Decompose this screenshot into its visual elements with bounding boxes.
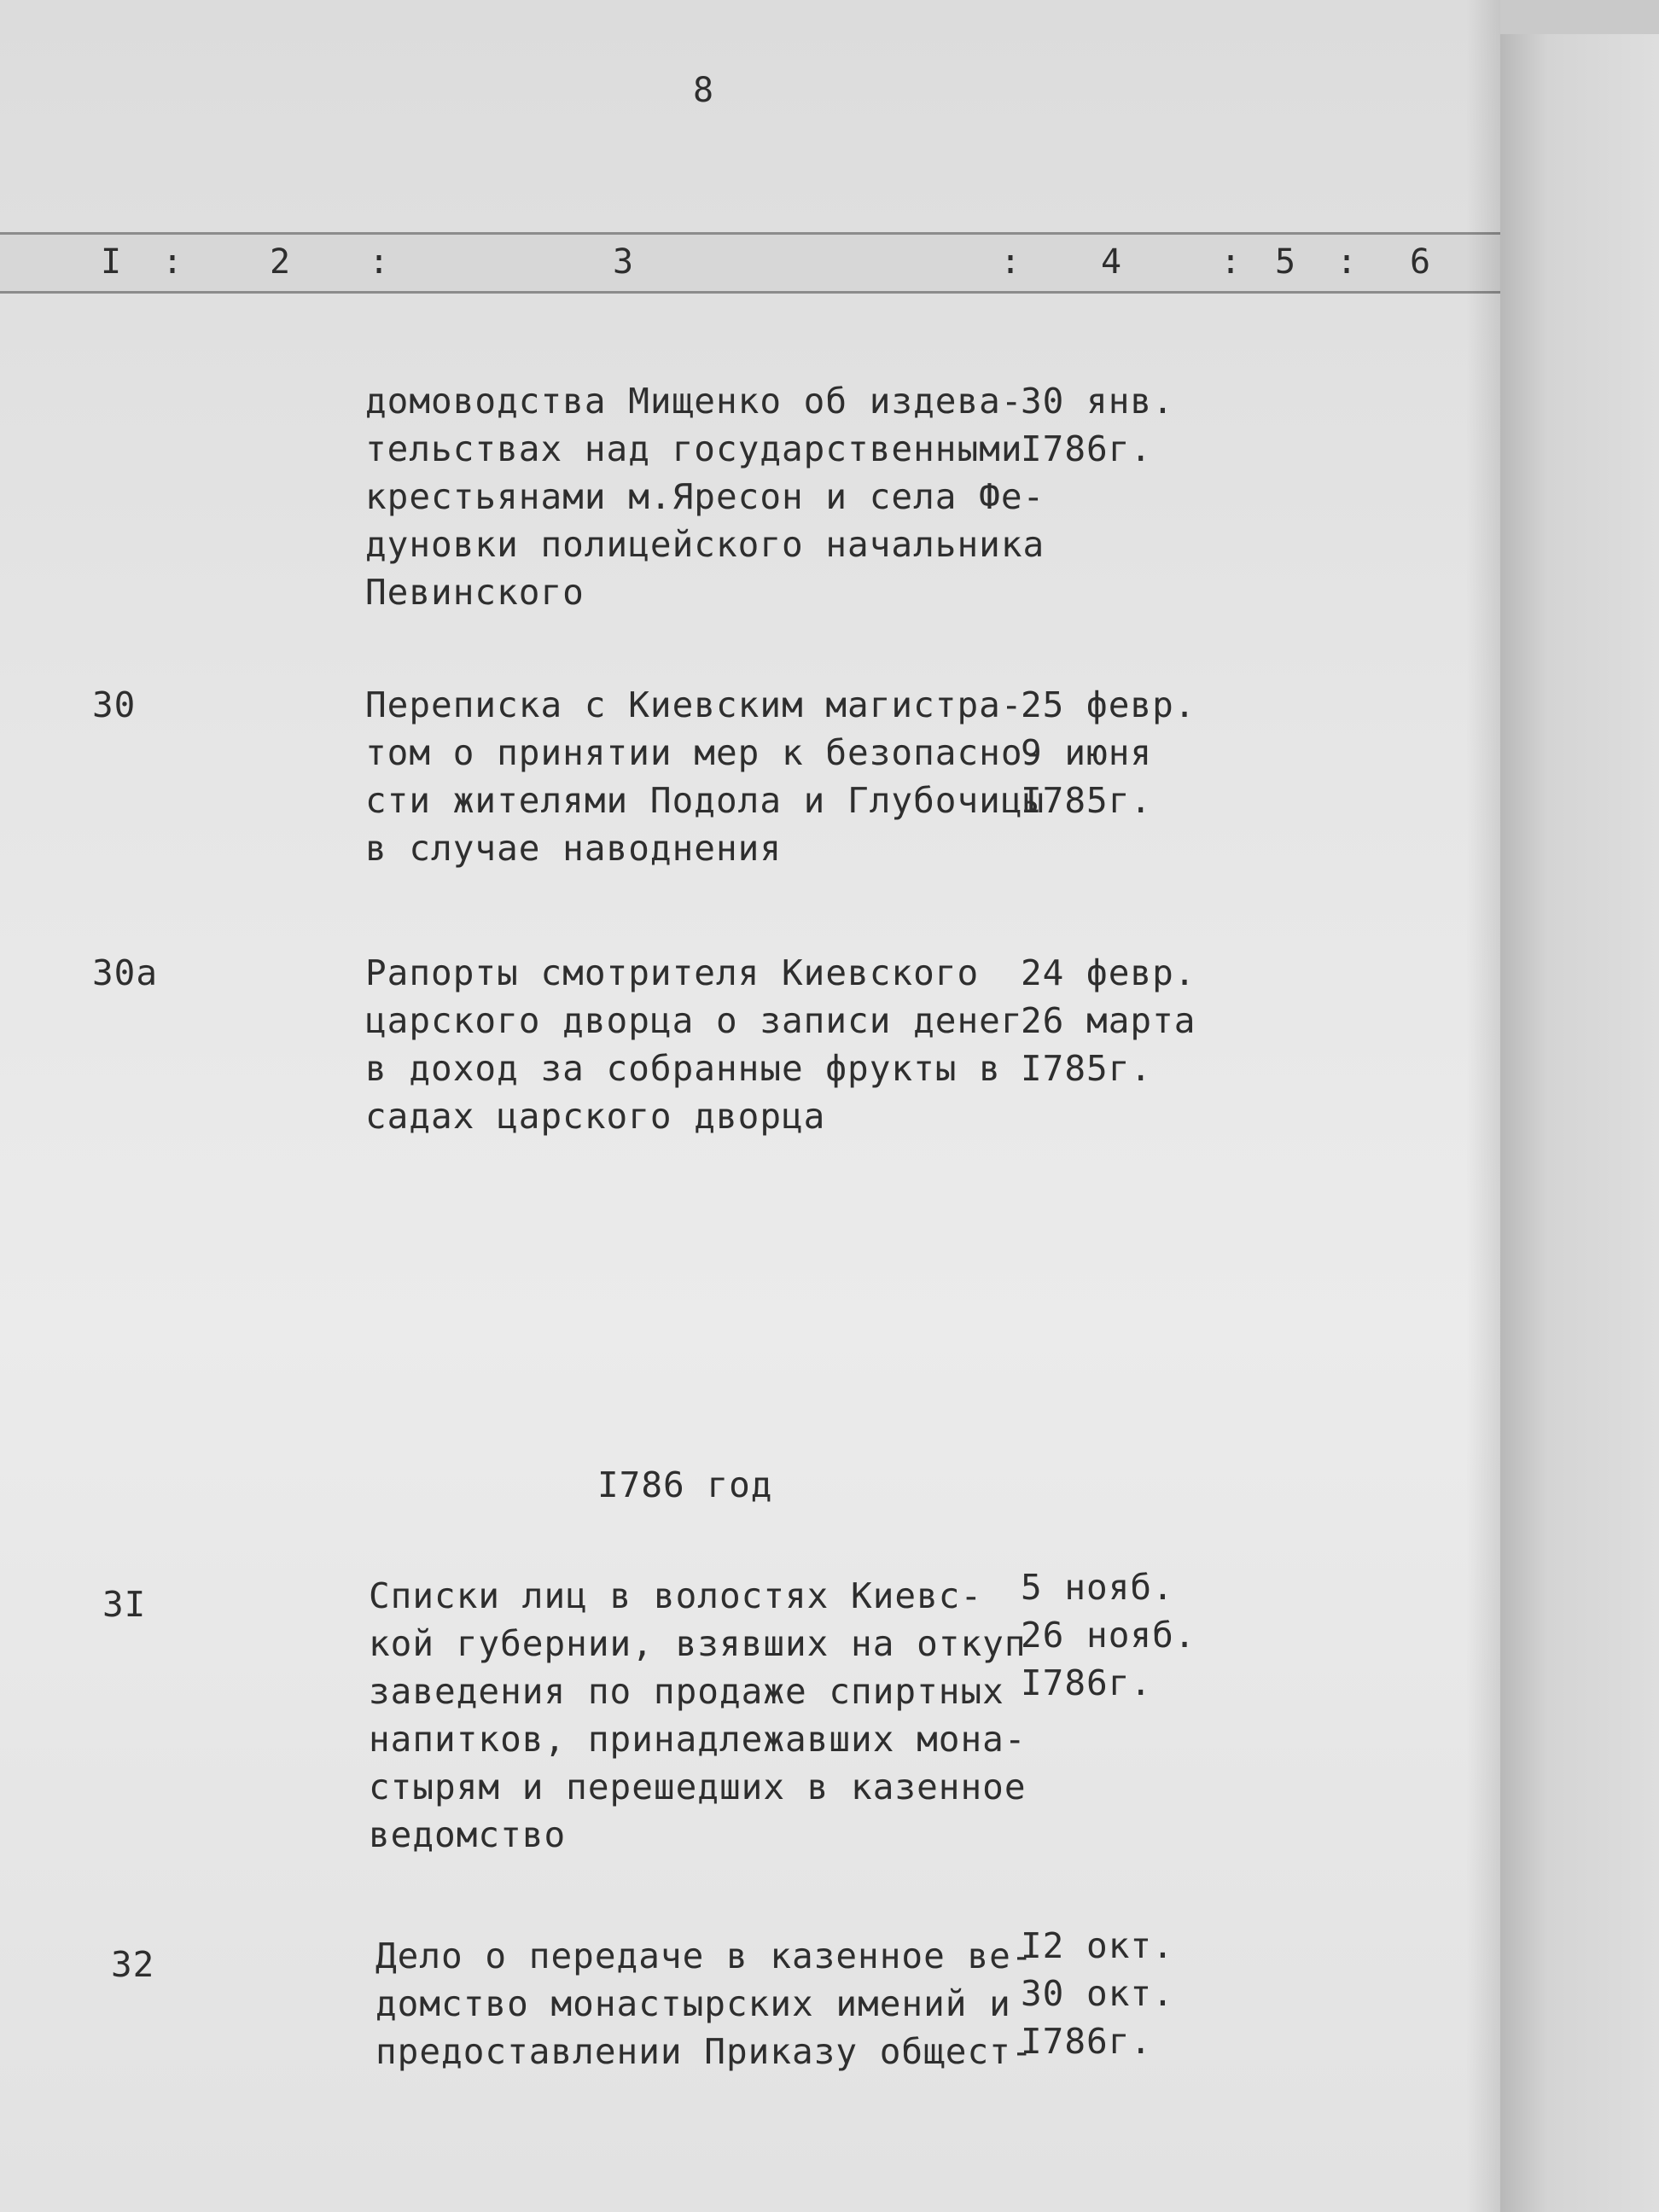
entry-description: домоводства Мищенко об издева- тельствах над государственными крестьянами м.Яресон и села Фе- дуновки полицейского начальника Певинского	[365, 381, 1045, 613]
entry-dates: I2 окт. 30 окт. I786г.	[1021, 1925, 1174, 2062]
entry-dates: 25 февр. 9 июня I785г.	[1021, 684, 1196, 821]
col-header-2: 2	[270, 242, 291, 282]
col-separator: :	[162, 242, 183, 282]
page-number: 8	[693, 71, 715, 110]
underlying-page-edge	[1500, 34, 1659, 2212]
entry-number: 30а	[92, 952, 159, 993]
entry-description: Рапорты смотрителя Киевского царского дворца о записи денег в доход за собранные фрукты в садах царского дворца	[365, 952, 1023, 1137]
year-heading: I786 год	[597, 1464, 773, 1505]
col-separator: :	[1000, 242, 1022, 282]
entry-number: 3I	[102, 1584, 147, 1625]
col-separator: :	[369, 242, 390, 282]
entry-description: Дело о передаче в казенное ве- домство монастырских имений и предоставлении Приказу общест-	[375, 1936, 1033, 2072]
entry-description: Списки лиц в волостях Киевс- кой губернии, взявших на откуп заведения по продаже спиртных напитков, принадлежавших мона- стырям и перешедших в казенное ведомство	[369, 1575, 1027, 1855]
entry-dates: 5 нояб. 26 нояб. I786г.	[1021, 1567, 1196, 1703]
entry-number: 30	[92, 684, 137, 725]
col-header-4: 4	[1101, 242, 1122, 282]
col-separator: :	[1220, 242, 1242, 282]
entry-description: Переписка с Киевским магистра- том о принятии мер к безопасно- сти жителями Подола и Глубочицы в случае наводнения	[365, 684, 1045, 869]
entry-dates: 24 февр. 26 марта I785г.	[1021, 952, 1196, 1089]
col-header-6: 6	[1410, 242, 1431, 282]
column-header-row	[0, 232, 1500, 294]
col-header-3: 3	[613, 242, 634, 282]
col-header-5: 5	[1275, 242, 1296, 282]
col-separator: :	[1336, 242, 1358, 282]
entry-dates: 30 янв. I786г.	[1021, 381, 1174, 469]
col-header-1: I	[101, 242, 122, 282]
entry-number: 32	[111, 1944, 155, 1985]
